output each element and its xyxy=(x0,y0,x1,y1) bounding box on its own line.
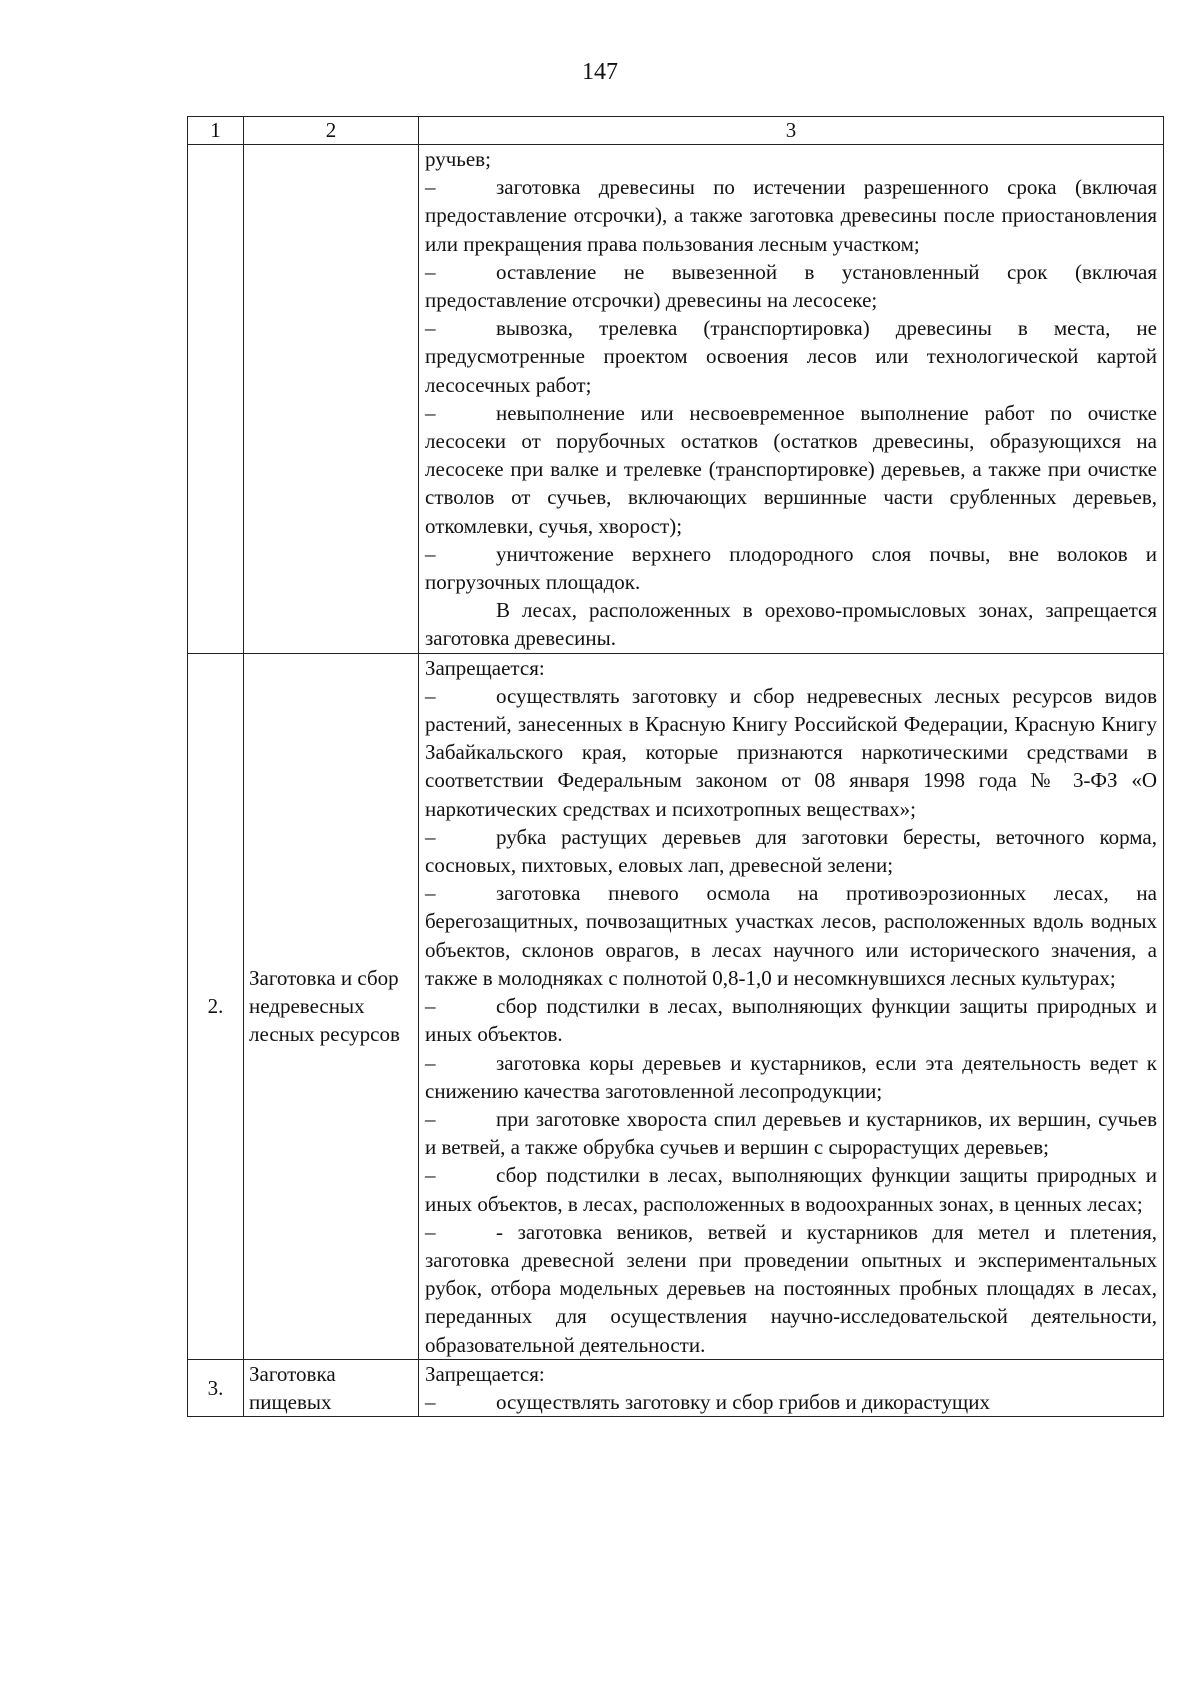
regulations-table xyxy=(187,116,1164,1417)
activity-name: Заготовка пищевых xyxy=(244,1359,419,1416)
bullet-dash: – xyxy=(425,1050,436,1075)
bullet-item xyxy=(425,682,1157,823)
bullet-item xyxy=(425,992,1157,1048)
bullet-dash: – xyxy=(425,541,436,566)
header-col-3: 3 xyxy=(419,117,1164,145)
header-col-2: 2 xyxy=(244,117,419,145)
restrictions-cell xyxy=(419,145,1164,654)
paragraph: Запрещается: xyxy=(425,655,545,680)
bullet-text: - заготовка веников, ветвей и кустарников для метел и плетения, заготовка древесной зелени при проведении опытных и экспериментальных рубок, отбора модельных деревьев на постоянных пробных площадях в лесах, переданных для осуществления научно-исследовательской деятельности, образовательной деятельности. xyxy=(425,1219,1157,1357)
bullet-item xyxy=(425,1218,1157,1359)
bullet-text: вывозка, трелевка (транспортировка) древесины в места, не предусмотренные проектом освоения лесов или технологической картой лесосечных работ; xyxy=(425,316,1157,397)
table-row xyxy=(188,1359,1164,1416)
bullet-text: уничтожение верхнего плодородного слоя почвы, вне волоков и погрузочных площадок. xyxy=(425,541,1157,595)
bullet-dash: – xyxy=(425,316,436,341)
bullet-text: осуществлять заготовку и сбор недревесных лесных ресурсов видов растений, занесенных в Красную Книгу Российской Федерации, Красную Книгу Забайкальского края, которые признаются наркотическими средствами в соответствии Федеральным законом от 08 января 1998 года № 3-ФЗ «О наркотических средствах и психотропных веществах»; xyxy=(425,683,1157,821)
bullet-text: заготовка пневого осмола на противоэрозионных лесах, на берегозащитных, почвозащитных участках лесов, расположенных вдоль водных объектов, склонов оврагов, в лесах научного или исторического значения, а также в молодняках с полнотой 0,8-1,0 и несомкнувшихся лесных культурах; xyxy=(425,881,1157,990)
bullet-dash: – xyxy=(425,175,436,200)
activity-name xyxy=(244,145,419,654)
indented-paragraph: В лесах, расположенных в орехово-промысловых зонах, запрещается заготовка древесины. xyxy=(425,598,1157,651)
table-header-row xyxy=(188,117,1164,145)
table-body xyxy=(188,145,1164,1417)
table-row xyxy=(188,653,1164,1359)
restrictions-cell xyxy=(419,653,1164,1359)
bullet-item xyxy=(425,399,1157,540)
bullet-text: оставление не вывезенной в установленный срок (включая предоставление отсрочки) древесины на лесосеке; xyxy=(425,259,1157,313)
bullet-text: сбор подстилки в лесах, выполняющих функции защиты природных и иных объектов, в лесах, расположенных в водоохранных зонах, в ценных лесах; xyxy=(425,1163,1157,1216)
bullet-dash: – xyxy=(425,1163,436,1188)
activity-name: Заготовка и сбор недревесных лесных ресурсов xyxy=(244,653,419,1359)
bullet-dash: – xyxy=(425,683,436,708)
bullet-dash: – xyxy=(425,1219,436,1244)
bullet-item xyxy=(425,1388,1157,1416)
bullet-dash: – xyxy=(425,994,436,1019)
bullet-item xyxy=(425,823,1157,879)
bullet-text: рубка растущих деревьев для заготовки бересты, веточного корма, сосновых, пихтовых, еловых лап, древесной зелени; xyxy=(425,824,1157,878)
row-number: 3. xyxy=(188,1359,244,1416)
bullet-text: осуществлять заготовку и сбор грибов и дикорастущих xyxy=(496,1389,990,1414)
paragraph: ручьев; xyxy=(425,147,491,171)
bullet-text: сбор подстилки в лесах, выполняющих функции защиты природных и иных объектов. xyxy=(425,994,1157,1047)
bullet-item xyxy=(425,258,1157,314)
table-row xyxy=(188,145,1164,654)
bullet-item xyxy=(425,540,1157,596)
bullet-dash: – xyxy=(425,1389,436,1414)
paragraph: Запрещается: xyxy=(425,1361,545,1386)
bullet-dash: – xyxy=(425,259,436,284)
bullet-dash: – xyxy=(425,1106,436,1131)
restrictions-cell xyxy=(419,1359,1164,1416)
bullet-item xyxy=(425,1049,1157,1105)
bullet-dash: – xyxy=(425,400,436,425)
bullet-text: при заготовке хвороста спил деревьев и кустарников, их вершин, сучьев и ветвей, а также обрубка сучьев и вершин с сырорастущих деревьев; xyxy=(425,1106,1157,1160)
bullet-text: невыполнение или несвоевременное выполнение работ по очистке лесосеки от порубочных остатков (остатков древесины, образующихся на лесосеке при валке и трелевке (транспортировке) деревьев, а также при очистке стволов от сучьев, включающих вершинные части срубленных деревьев, откомлевки, сучья, хворост); xyxy=(425,400,1157,538)
bullet-item xyxy=(425,879,1157,992)
bullet-dash: – xyxy=(425,881,436,906)
row-number: 2. xyxy=(188,653,244,1359)
bullet-dash: – xyxy=(425,824,436,849)
bullet-item xyxy=(425,1105,1157,1161)
bullet-item xyxy=(425,173,1157,258)
bullet-item xyxy=(425,314,1157,399)
bullet-item xyxy=(425,1161,1157,1217)
bullet-text: заготовка коры деревьев и кустарников, если эта деятельность ведет к снижению качества заготовленной лесопродукции; xyxy=(425,1050,1157,1103)
header-col-1: 1 xyxy=(188,117,244,145)
bullet-text: заготовка древесины по истечении разрешенного срока (включая предоставление отсрочки), а также заготовка древесины после приостановления или прекращения права пользования лесным участком; xyxy=(425,175,1157,256)
page-number: 147 xyxy=(582,59,618,85)
row-number xyxy=(188,145,244,654)
